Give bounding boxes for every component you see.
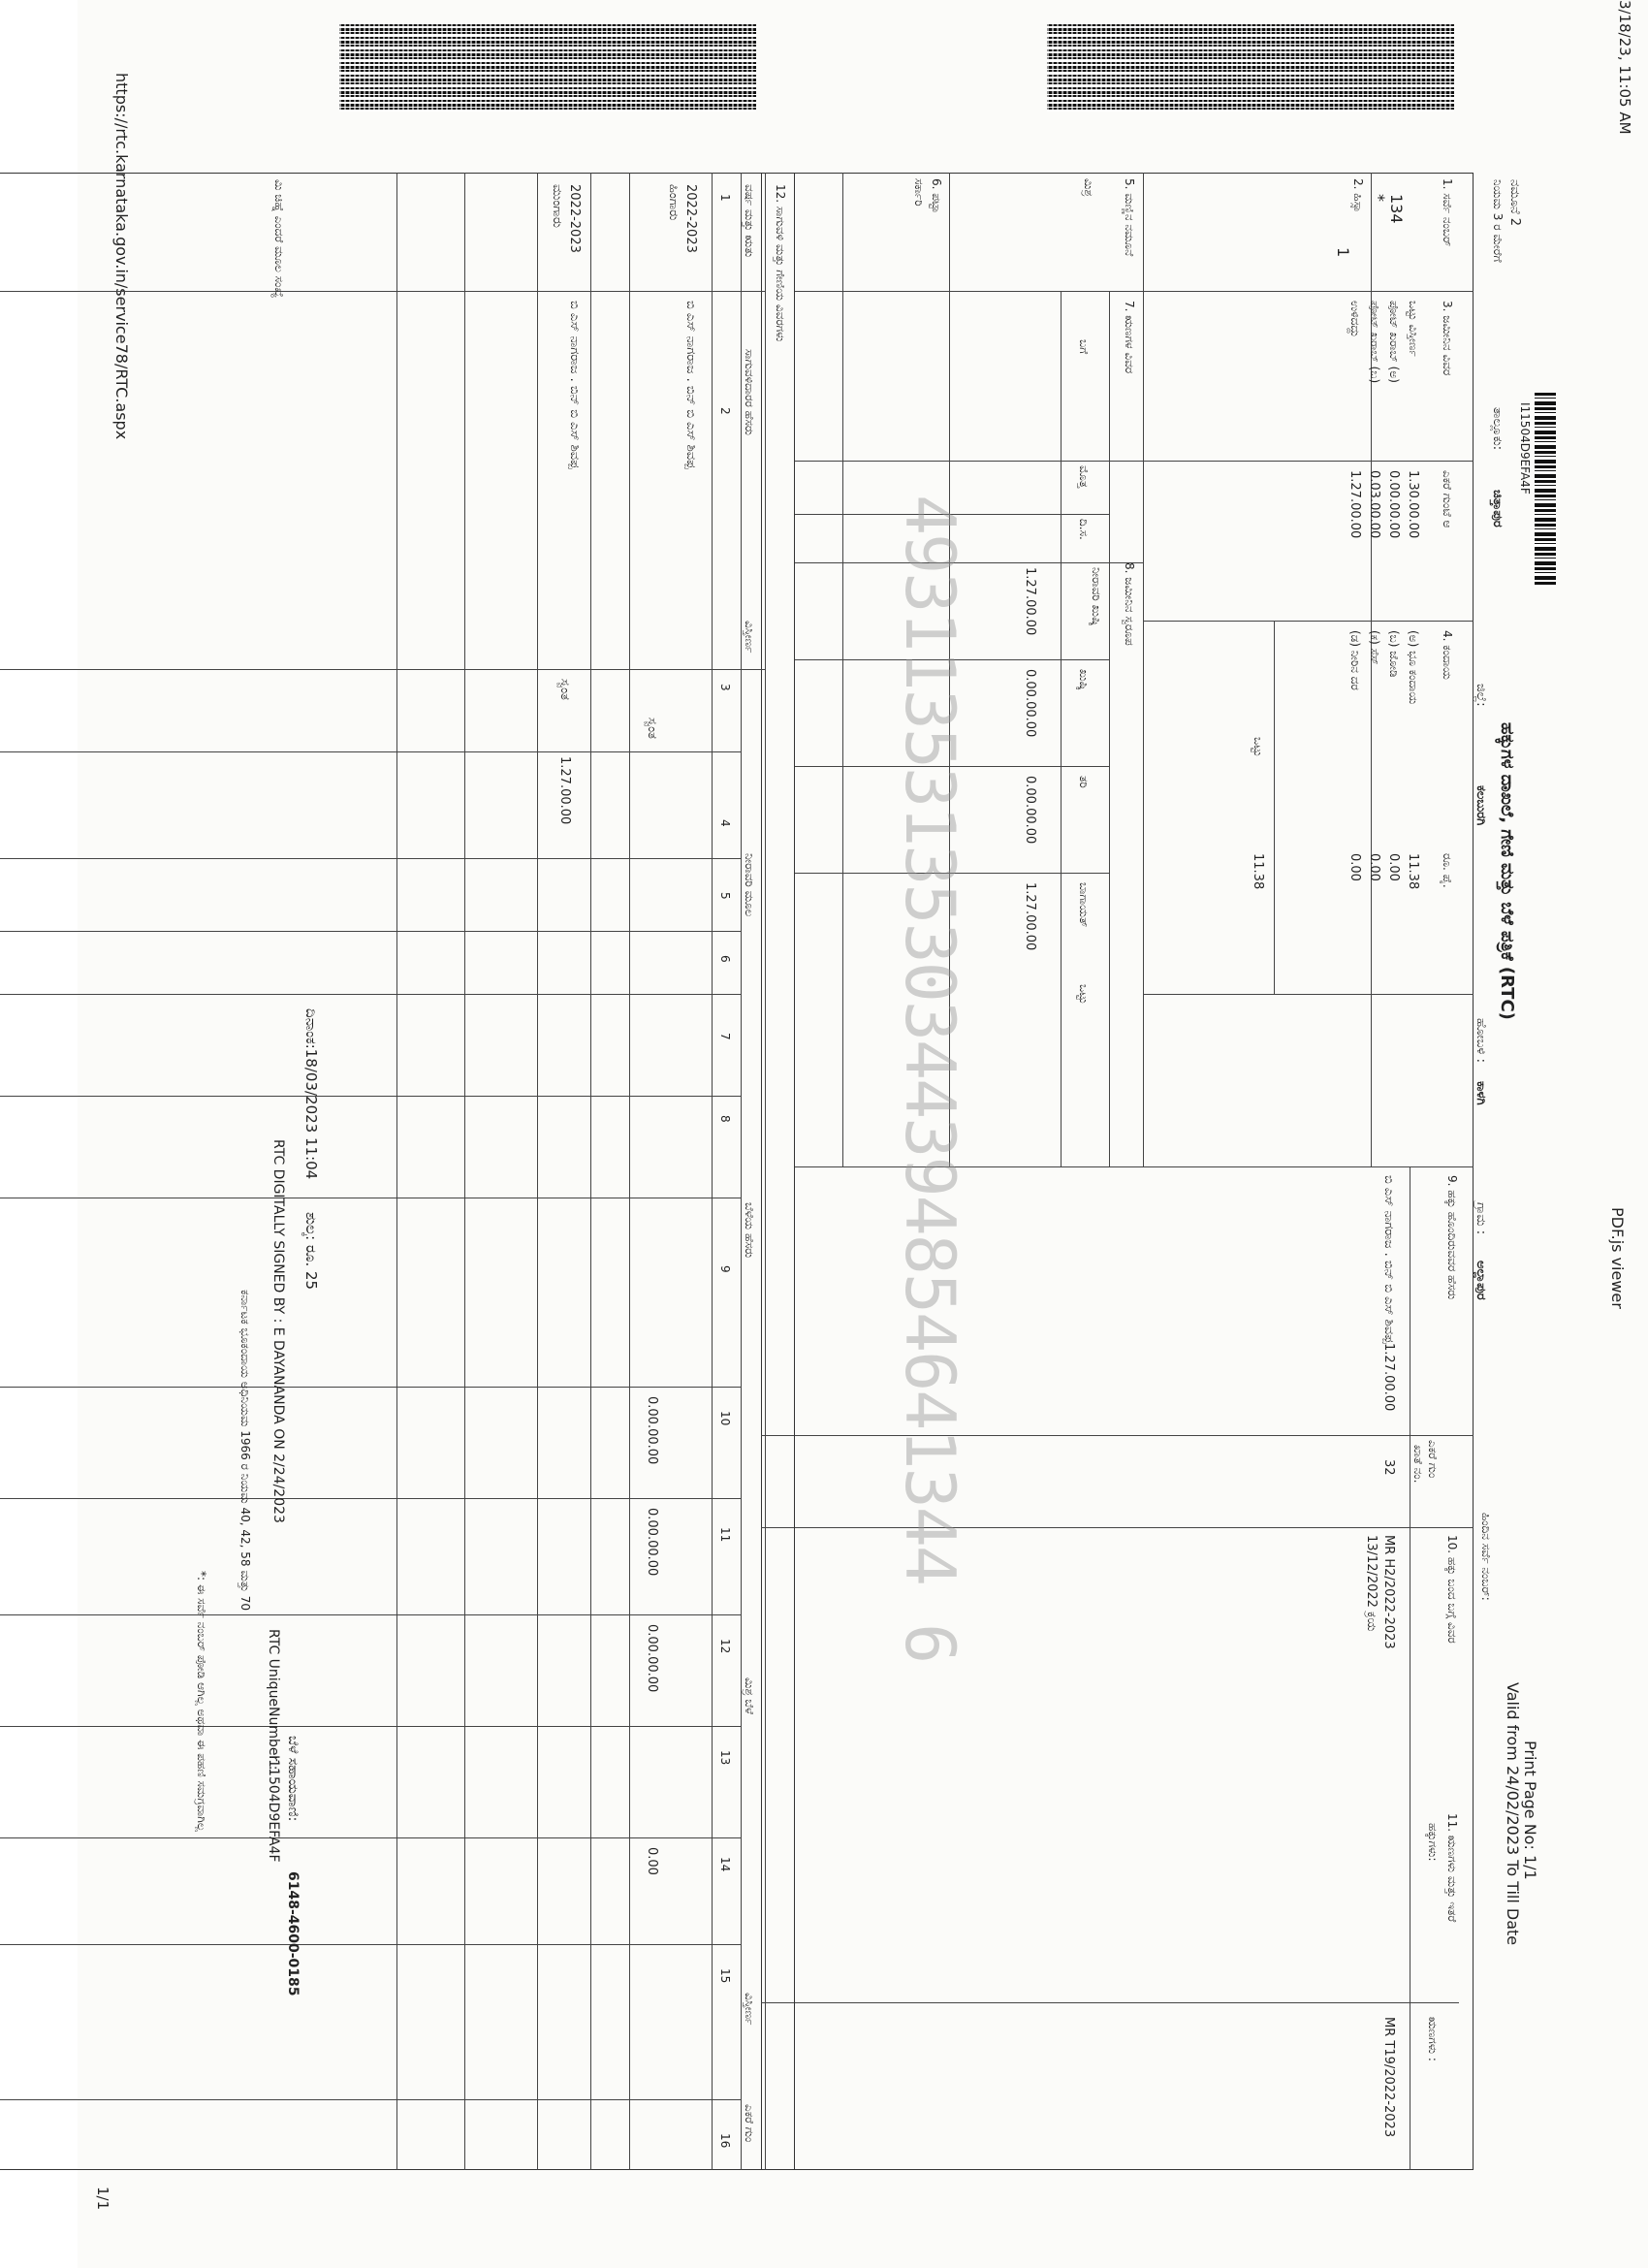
soil-type: ಮಿಶ್ರ xyxy=(1082,178,1095,197)
crop-irrigation-header: ನೀರಾವರಿ ಮೂಲ xyxy=(743,853,756,917)
col-num-10: 10 xyxy=(718,1411,732,1426)
survey-number: 134 xyxy=(1387,194,1406,224)
col10-header: 10. ಹಕ್ಕು ಬಂದ ಬಗ್ಗೆ ವಿವರ xyxy=(1445,1535,1459,1644)
remaining-value: 1.27.00.00 xyxy=(1347,470,1362,539)
footer-left-note: ಮಿ ಚಿಹ್ನೆ ಎಂದರೆ ಮೂಲ ಸಂಖ್ಯೆ xyxy=(272,179,286,299)
col-num-7: 7 xyxy=(718,1033,732,1040)
kharab-b-value: 0.03.00.00 xyxy=(1367,470,1381,539)
crop-mixed-header: ಮಿಶ್ರ ಬೆಳೆ xyxy=(743,1677,756,1715)
footer-fee: ಶುಲ್ಕ: ರೂ. 25 xyxy=(302,1212,320,1291)
col-num-1: 1 xyxy=(718,194,732,202)
mutation-1: MR H2/2022-2023 xyxy=(1381,1535,1396,1649)
crop-area-header: ವಿಸ್ತೀರ್ಣ xyxy=(743,1993,756,2026)
crop-year-label: ವರ್ಷ ಮತ್ತು ಋತು xyxy=(743,184,756,258)
col4-header: 4. ಕಂದಾಯ xyxy=(1441,630,1454,680)
valid-from-text: Valid from 24/02/2023 To Till Date xyxy=(1504,1682,1522,1946)
crop-row2-year: 2022-2023 xyxy=(567,184,582,253)
col-num-9: 9 xyxy=(718,1265,732,1273)
hissa-number: 1 xyxy=(1334,247,1352,258)
revenue-cess-value: 0.00 xyxy=(1367,853,1381,881)
qr-barcode-right xyxy=(339,24,756,112)
revenue-cess-label: (ಕ) ಸೆಸ್ xyxy=(1368,630,1381,665)
footer-unique-label: RTC UniqueNumber : xyxy=(266,1629,281,1771)
col-num-16: 16 xyxy=(718,2133,732,2149)
land-type-garden-value: 0.00.00.00 xyxy=(1023,776,1037,845)
col5-header: 5. ಮಣ್ಣಿನ ನಮೂನೆ xyxy=(1123,178,1136,257)
district-value: ಕಲಬುರಗಿ xyxy=(1474,785,1488,826)
land-type-total-header: ಒಟ್ಟು xyxy=(1077,984,1091,1005)
previous-survey-label: ಹಿಂದಿನ ಸರ್ವೆ ನಂಬರ್: xyxy=(1479,1513,1493,1601)
crop-details-table xyxy=(0,173,795,2170)
crop-row1-crop: ಸ್ವಂತ xyxy=(645,718,659,739)
land-type-total-value: 1.27.00.00 xyxy=(1023,882,1037,951)
encumbrance-kind-header: ಬಗೆ xyxy=(1077,339,1091,355)
revenue-jodi-value: 0.00 xyxy=(1386,853,1401,881)
crop-row1-col10: 0.00.00.00 xyxy=(645,1396,659,1465)
col-num-11: 11 xyxy=(718,1527,732,1543)
col9-header: 9. ಹಕ್ಕು ಹೊಂದಿರುವವರ ಹೆಸರು xyxy=(1445,1175,1459,1300)
col3-header: 3. ಜಮೀನಿನ ವಿವರ xyxy=(1441,301,1454,376)
watermark-number: 4931135313530344394854641344 6 xyxy=(890,495,969,1663)
revenue-jodi-label: (ಬ) ಜೋಡಿ xyxy=(1387,630,1401,678)
village-label: ಗ್ರಾಮ : xyxy=(1474,1202,1488,1235)
patta-type: ಸರ್ಕಾರಿ xyxy=(912,178,926,207)
revenue-total-value: 11.38 xyxy=(1251,853,1265,890)
crop-row1-year: 2022-2023 xyxy=(683,184,698,253)
land-type-garden-header: ಬಾಗಾಯತ್ xyxy=(1077,882,1091,928)
col-num-5: 5 xyxy=(718,892,732,900)
page-url[interactable]: https://rtc.karnataka.gov.in/service78/RTC.aspx xyxy=(112,73,131,440)
col-num-6: 6 xyxy=(718,955,732,963)
col6-header: 6. ಪಟ್ಟಾ xyxy=(930,178,943,213)
remaining-label: ಉಳಿದದ್ದು xyxy=(1348,301,1362,338)
footer-date: ದಿನಾಂಕ:18/03/2023 11:04 xyxy=(302,1008,320,1180)
land-type-dry-value: 1.27.00.00 xyxy=(1023,567,1037,636)
footer-star-note: *: ಈ ಸರ್ವೆ ನಂಬರ್ ಪೋಡಿ ಆಗಿಲ್ಲ ಅಥವಾ ಈ ಪಹಣಿ ಸಮಗ್ರವಾಗಿಲ್ಲ xyxy=(195,1571,208,1833)
crop-row1-col12: 0.00.00.00 xyxy=(645,1624,659,1693)
col11-rights-label: ಹಕ್ಕುಗಳು: xyxy=(1426,1823,1440,1862)
revenue-land-label: (ಅ) ಭೂ ಕಂದಾಯ xyxy=(1407,630,1420,705)
crop-unit-header: ಎಕರೆ ಗುಂ xyxy=(743,2104,756,2143)
form-number: ನಮೂನೆ 2 xyxy=(1507,179,1522,227)
kharab-b-label: ಪೋಟ್ ಖರಾಬ್ (ಬ) xyxy=(1368,301,1381,384)
footer-mobile-number: 6148-4600-0185 xyxy=(285,1871,301,1996)
footer-signed: RTC DIGITALLY SIGNED BY : E DAYANANDA ON 2/24/2023 xyxy=(270,1139,286,1523)
owner-extent: 1.27.00.00 xyxy=(1381,1343,1396,1412)
taluk-value: ಚಿತ್ತಾಪುರ xyxy=(1490,490,1505,527)
hobli-value: ಕಾಳಗಿ xyxy=(1474,1081,1488,1105)
footer-mobile-label: ಬೆಳೆ ಸಹಾಯವಾಣಿ: xyxy=(285,1736,301,1822)
crop-row2-name: ಬಿ ಎಸ್ ನಾಗರಾಜ . ಬಿನ್ ಬಿ ಎಸ್ ಶಿವಪ್ಪ xyxy=(567,301,582,469)
col-num-4: 4 xyxy=(718,819,732,827)
cultivator-name-label: ಸಾಗುವಳಿದಾರರ ಹೆಸರು xyxy=(743,349,756,435)
land-type-wet-header: ನೀರಾವರಿ ಖುಷ್ಕಿ xyxy=(1090,567,1103,626)
revenue-water-label: (ಡ) ನೀರಿನ ದರ xyxy=(1348,630,1362,690)
revenue-water-value: 0.00 xyxy=(1347,853,1362,881)
area-total-label: ಒಟ್ಟು ವಿಸ್ತೀರ್ಣ xyxy=(1407,301,1420,357)
hobli-label: ಹೋಬಳಿ : xyxy=(1474,1018,1488,1063)
col2-header: 2. ಹಿಸ್ಸಾ xyxy=(1351,178,1365,213)
crop-row1-season: ಹಿಂಗಾರು xyxy=(666,184,681,221)
crop-row1-col11: 0.00.00.00 xyxy=(645,1508,659,1577)
col-num-15: 15 xyxy=(718,1968,732,1984)
crop-row1-col14: 0.00 xyxy=(645,1847,659,1875)
revenue-land-value: 11.38 xyxy=(1406,853,1420,890)
district-label: ಜಿಲ್ಲೆ: xyxy=(1474,684,1488,707)
owner-khata: 32 xyxy=(1381,1459,1396,1476)
land-type-wet-value: 0.00.00.00 xyxy=(1023,669,1037,738)
col-num-13: 13 xyxy=(718,1750,732,1766)
barcode-text: I11504D9EFA4F xyxy=(1518,402,1532,495)
crop-row2-crop: ಸ್ವಂತ xyxy=(557,679,572,700)
viewer-title: PDF.js viewer xyxy=(1608,1207,1627,1309)
area-total-value: 1.30.00.00 xyxy=(1406,470,1420,539)
unique-barcode xyxy=(1535,393,1556,587)
col-num-12: 12 xyxy=(718,1639,732,1654)
taluk-label: ತಾಲ್ಲೂಕು: xyxy=(1490,407,1505,451)
crop-row1-name: ಬಿ ಎಸ್ ನಾಗರಾಜ . ಬಿನ್ ಬಿ ಎಸ್ ಶಿವಪ್ಪ xyxy=(683,301,698,469)
mutation-2: MR T19/2022-2023 xyxy=(1381,2017,1396,2138)
print-datetime: 3/18/23, 11:05 AM xyxy=(1616,0,1633,135)
print-page-number: Print Page No: 1/1 xyxy=(1521,1741,1539,1880)
col-num-3: 3 xyxy=(718,684,732,691)
col-num-8: 8 xyxy=(718,1115,732,1123)
crop-row2-extent: 1.27.00.00 xyxy=(557,756,572,825)
revenue-total-label: ಒಟ್ಟು xyxy=(1252,737,1265,757)
crop-name-header: ಬೆಳೆಯ ಹೆಸರು xyxy=(743,1202,756,1259)
col-num-2: 2 xyxy=(718,407,732,415)
land-type-dry-header: ಖುಷ್ಕಿ xyxy=(1077,669,1091,690)
page-counter: 1/1 xyxy=(94,2187,111,2211)
encumbrance-amount-header: ಮೊತ್ತ xyxy=(1077,465,1091,489)
kharab-a-label: ಪೋಟ್ ಖರಾಬ್ (ಅ) xyxy=(1387,301,1401,383)
footer-act-note: ಕರ್ನಾಟಕ ಭೂಕಂದಾಯ ಅಧಿನಿಯಮ 1966 ರ ನಿಯಮ 40, 42, 58 ಮತ್ತು 70 xyxy=(238,1290,252,1612)
survey-star: * xyxy=(1370,194,1388,202)
qr-barcode-left xyxy=(1047,24,1454,112)
form-rule: ನಿಯಮ 3 ರ ಮೇರೆಗೆ xyxy=(1491,179,1505,263)
revenue-units: ರೂ. ಪೈ. xyxy=(1441,853,1454,888)
kharab-a-value: 0.00.00.00 xyxy=(1386,470,1401,539)
crop-row2-season: ಮುಂಗಾರು xyxy=(550,184,564,228)
land-type-wet2-header: ತರಿ xyxy=(1077,776,1091,788)
col11-header: 11. ಋಣಗಳು ಮತ್ತು ಇತರೆ xyxy=(1445,1813,1459,1923)
col8-header: 8. ಜಮೀನಿನ ಸ್ವರೂಪ xyxy=(1123,562,1136,646)
owner-name: ಬಿ ಎಸ್ ನಾಗರಾಜ . ಬಿನ್ ಬಿ ಎಸ್ ಶಿವಪ್ಪ xyxy=(1381,1175,1396,1344)
encumbrance-date-header: ದಿ.ಸ. xyxy=(1077,519,1091,540)
crop-extent-header: ವಿಸ್ತೀರ್ಣ xyxy=(743,621,756,654)
col-num-14: 14 xyxy=(718,1857,732,1872)
crop-section-title: 12. ಸಾಗುವಳಿ ಮತ್ತು ಗೇಣಿಯ ವಿವರಗಳು xyxy=(774,184,787,342)
mutation-1-date: 13/12/2022 ಕ್ರಯ xyxy=(1364,1535,1379,1632)
document-title: ಹಕ್ಕುಗಳ ದಾಖಲೆ, ಗೇಣಿ ಮತ್ತು ಬೆಳೆ ಪತ್ರಿಕೆ (RTC) xyxy=(1497,722,1517,1020)
owner-khata-header: ಖಾತೆ ನಂ. xyxy=(1411,1445,1425,1484)
owner-extent-header: ಎಕರೆ ಗುಂ xyxy=(1426,1440,1440,1479)
footer-unique-number: I11504D9EFA4F xyxy=(266,1755,281,1863)
col1-header: 1. ಸರ್ವೆ ನಂಬರ್ xyxy=(1441,178,1454,247)
col7-header: 7. ಋಣಗಳ ವಿವರ xyxy=(1123,301,1136,374)
col11-liabilities-label: ಋಣಗಳು : xyxy=(1426,2017,1440,2061)
area-units: ಎಕರೆ ಗುಂಟೆ ಆ xyxy=(1441,470,1454,528)
village-value: ಅಲ್ಲಾಪುರ xyxy=(1474,1261,1488,1300)
